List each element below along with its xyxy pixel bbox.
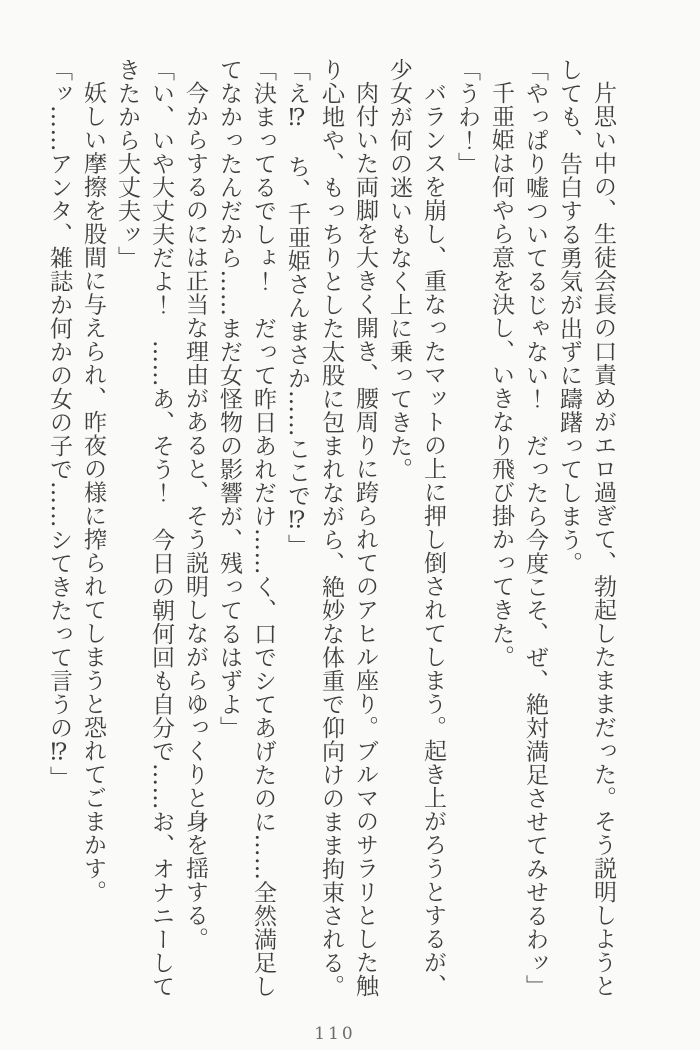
text-column: 肉付いた両脚を大きく開き、腰周りに跨られてのアヒル座り。ブルマのサラリとした触: [352, 81, 378, 998]
text-column: 「い、いや大丈夫だよ！ ……あ、そう！ 今日の朝何回も自分で……お、オナニーして: [148, 58, 174, 998]
text-column: 「ッ……アンタ、雑誌か何かの女の子で……シてきたって言うの⁉」: [46, 58, 72, 790]
text-column: 「え⁉ ち、千亜姫さんまさか……ここで⁉」: [284, 58, 310, 558]
text-column: 「決まってるでしょ！ だって昨日あれだけ……く、口でシてあげたのに……全然満足し: [250, 58, 276, 998]
page-number: 110: [314, 1024, 356, 1044]
text-column: 片思い中の、生徒会長の口責めがエロ過ぎて、勃起したままだった。そう説明しようと: [590, 81, 616, 998]
text-block: [42, 58, 620, 1008]
text-column: り心地や、もっちりとした太股に包まれながら、絶妙な体重で仰向けのまま拘束される。: [318, 58, 344, 998]
text-column: バランスを崩し、重なったマットの上に押し倒されてしまう。起き上がろうとするが、: [420, 81, 446, 998]
text-column: 「うわ！」: [454, 58, 480, 176]
text-column: 千亜姫は何やら意を決し、いきなり飛び掛かってきた。: [488, 81, 514, 669]
text-column: 妖しい摩擦を股間に与えられ、昨夜の様に搾られてしまうと恐れてごまかす。: [80, 81, 106, 904]
text-column: 今からするのには正当な理由があると、そう説明しながらゆっくりと身を揺する。: [182, 81, 208, 951]
text-column: 少女が何の迷いもなく上に乗ってきた。: [386, 58, 412, 481]
text-column: しても、告白する勇気が出ずに躊躇ってしまう。: [556, 58, 582, 575]
text-column: 「やっぱり嘘ついてるじゃない！ だったら今度こそ、ぜ、絶対満足させてみせるわッ」: [522, 58, 548, 998]
text-column: きたから大丈夫ッ」: [114, 58, 140, 270]
text-column: てなかったんだから……まだ女怪物の影響が、残ってるはずよ」: [216, 58, 242, 740]
